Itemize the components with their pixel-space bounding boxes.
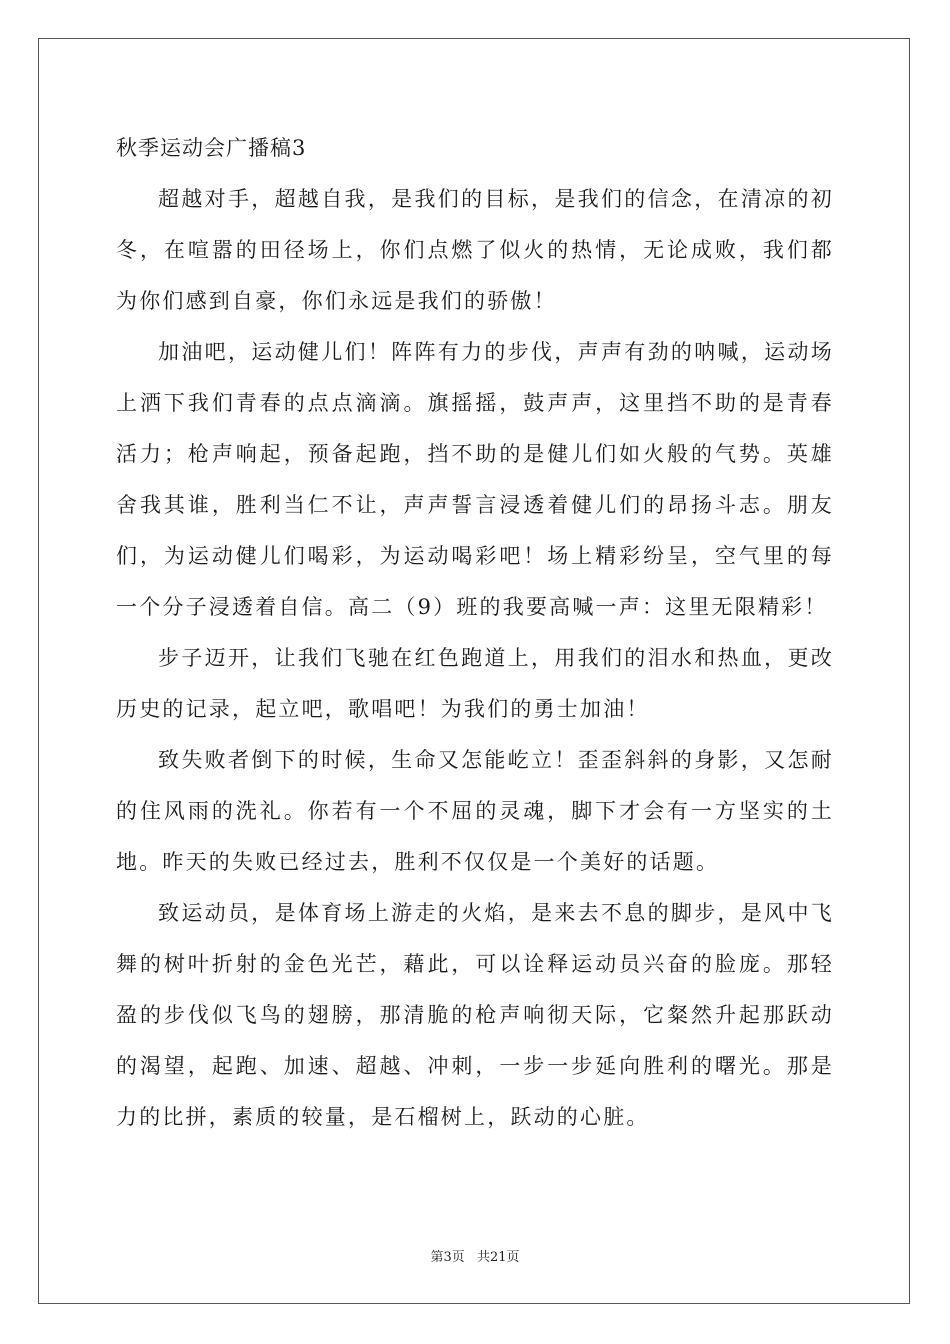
paragraph-4: 致失败者倒下的时候，生命又怎能屹立！歪歪斜斜的身影，又怎耐的住风雨的洗礼。你若有一个不屈的灵魂，脚下才会有一方坚实的土地。昨天的失败已经过去，胜利不仅仅是一个美好的话题。 — [116, 748, 834, 874]
paragraph-5: 致运动员，是体育场上游走的火焰，是来去不息的脚步，是风中飞舞的树叶折射的金色光芒，藉此，可以诠释运动员兴奋的脸庞。那轻盈的步伐似飞鸟的翅膀，那清脆的枪声响彻天际，它粲然升起那跃动的渴望，起跑、加速、超越、冲刺，一步一步延向胜利的曙光。那是力的比拼，素质的较量，是石榴树上，跃动的心脏。 — [116, 901, 834, 1129]
page-number: 第3页 — [430, 1250, 465, 1265]
paragraph-3: 步子迈开，让我们飞驰在红色跑道上，用我们的泪水和热血，更改历史的记录，起立吧，歌唱吧！为我们的勇士加油！ — [116, 646, 834, 721]
paragraph-2: 加油吧，运动健儿们！阵阵有力的步伐，声声有劲的呐喊，运动场上洒下我们青春的点点滴滴。旗摇摇，鼓声声，这里挡不助的是青春活力；枪声响起，预备起跑，挡不助的是健儿们如火般的气势。英雄舍我其谁，胜利当仁不让，声声誓言浸透着健儿们的昂扬斗志。朋友们，为运动健儿们喝彩，为运动喝彩吧！场上精彩纷呈，空气里的每一个分子浸透着自信。高二（9）班的我要高喊一声：这里无限精彩！ — [116, 340, 834, 619]
document-title: 秋季运动会广播稿3 — [116, 136, 307, 160]
paragraph-1: 超越对手，超越自我，是我们的目标，是我们的信念，在清凉的初冬，在喧嚣的田径场上，你们点燃了似火的热情，无论成败，我们都为你们感到自豪，你们永远是我们的骄傲！ — [116, 187, 834, 313]
document-body — [116, 122, 834, 1143]
page-total: 共21页 — [476, 1250, 520, 1265]
page-footer — [0, 1246, 950, 1265]
